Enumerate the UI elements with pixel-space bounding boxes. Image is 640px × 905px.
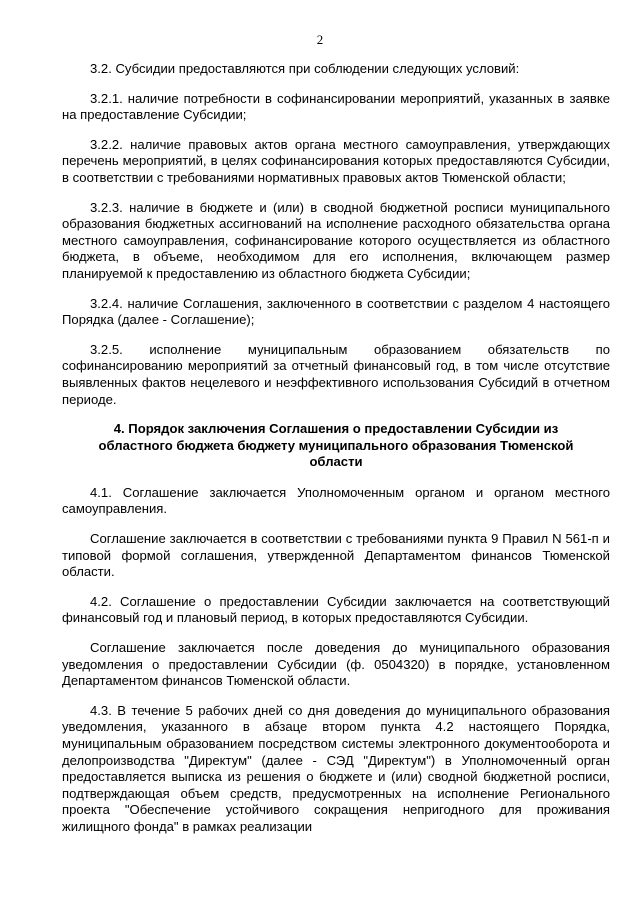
paragraph-3-2-3: 3.2.3. наличие в бюджете и (или) в сводной бюджетной росписи муниципального образования бюджетных ассигнований на исполнение расходного обязательства органа местного самоуправления, софинансирование которого осуществляется из областного бюджета, в объеме, необходимом для его исполнения, включающем размер планируемой к предоставлению из областного бюджета Субсидии; [62,199,610,281]
paragraph-4-1: 4.1. Соглашение заключается Уполномоченным органом и органом местного самоуправления. [62,484,610,517]
document-body [62,61,610,849]
paragraph-3-2-1: 3.2.1. наличие потребности в софинансировании мероприятий, указанных в заявке на предоставление Субсидии; [62,90,610,123]
paragraph-3-2-2: 3.2.2. наличие правовых актов органа местного самоуправления, утверждающих перечень мероприятий, в целях софинансирования которых предоставляются Субсидии, в соответствии с требованиями нормативных правовых актов Тюменской области; [62,136,610,185]
paragraph-3-2: 3.2. Субсидии предоставляются при соблюдении следующих условий: [90,61,520,76]
section-heading: 4. Порядок заключения Соглашения о предоставлении Субсидии из областного бюджета бюджету муниципального образования Тюменской области [98,421,574,470]
paragraph-4-3: 4.3. В течение 5 рабочих дней со дня доведения до муниципального образования уведомления, указанного в абзаце втором пункта 4.2 настоящего Порядка, муниципальным образованием посредством системы электронного документооборота и делопроизводства "Директум" (далее - СЭД "Директум") в Уполномоченный орган предоставляется выписка из решения о бюджете и (или) сводной бюджетной росписи, подтверждающая объем средств, предусмотренных на исполнение Регионального проекта "Обеспечение устойчивого сокращения непригодного для проживания жилищного фонда" в рамках реализации [62,702,610,834]
paragraph-4-1-b: Соглашение заключается в соответствии с требованиями пункта 9 Правил N 561-п и типовой формой соглашения, утвержденной Департаментом финансов Тюменской области. [62,531,610,580]
paragraph-3-2-4: 3.2.4. наличие Соглашения, заключенного в соответствии с разделом 4 настоящего Порядка (далее - Соглашение); [62,295,610,328]
paragraph-4-2: 4.2. Соглашение о предоставлении Субсидии заключается на соответствующий финансовый год и плановый период, в которых предоставляются Субсидии. [62,593,610,626]
paragraph-4-2-b: Соглашение заключается после доведения до муниципального образования уведомления о предоставлении Субсидии (ф. 0504320) в порядке, установленном Департаментом финансов Тюменской области. [62,640,610,689]
page-number: 2 [316,32,324,47]
paragraph-3-2-5: 3.2.5. исполнение муниципальным образованием обязательств по софинансированию мероприятий за отчетный финансовый год, в том числе отсутствие выявленных фактов нецелевого и неэффективного использования Субсидий в отчетном периоде. [62,341,610,407]
